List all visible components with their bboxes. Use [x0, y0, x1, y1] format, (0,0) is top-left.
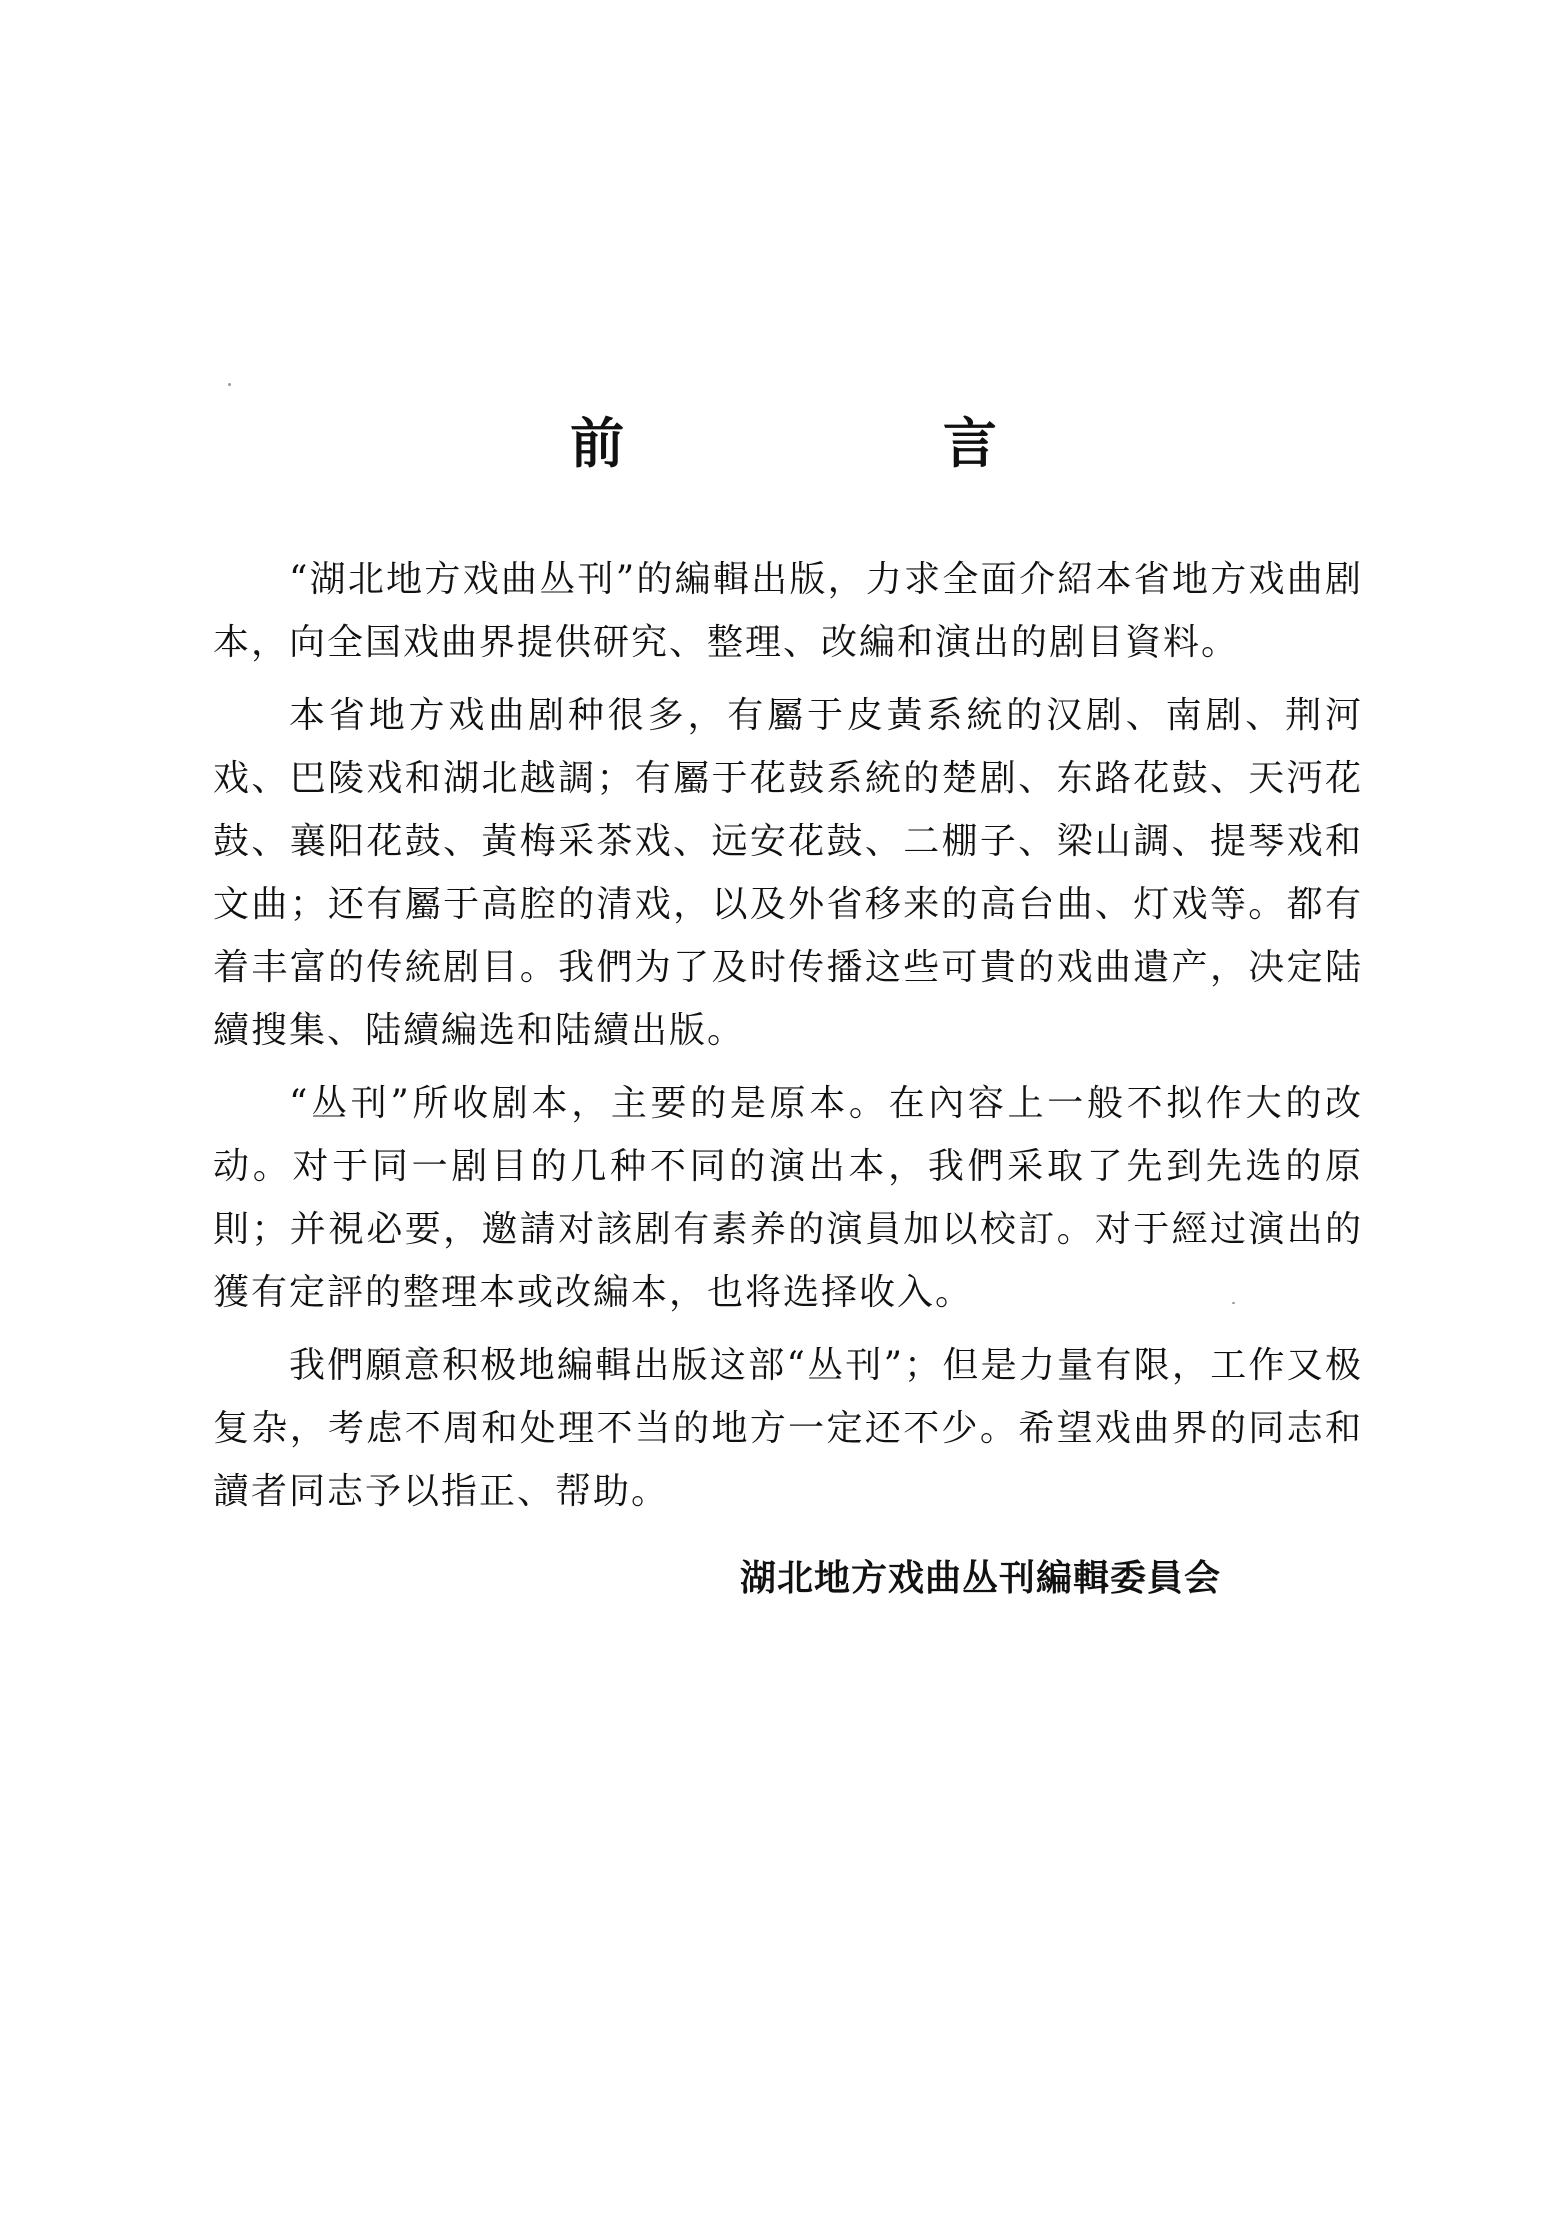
paragraph-4: 我們願意积极地編輯出版这部“丛刊”；但是力量有限，工作又极复杂，考虑不周和处理不当的地方一定还不少。希望戏曲界的同志和讀者同志予以指正、帮助。: [213, 1345, 1363, 1512]
signature: 湖北地方戏曲丛刊編輯委員会: [740, 1557, 1222, 1599]
scan-speck: [228, 383, 231, 386]
paragraph-1: “湖北地方戏曲丛刊”的編輯出版，力求全面介紹本省地方戏曲剧本，向全国戏曲界提供研究、整理、改編和演出的剧目資料。: [213, 559, 1363, 663]
paragraph-3: “丛刊”所收剧本，主要的是原本。在內容上一般不拟作大的改动。对于同一剧目的几种不同的演出本，我們采取了先到先选的原則；并視必要，邀請对該剧有素养的演員加以校訂。对于經过演出的獲有定評的整理本或改編本，也将选择收入。: [213, 1083, 1363, 1313]
preface-body: [213, 548, 1363, 1533]
page-title: 前 言: [570, 411, 1147, 475]
paragraph-2: 本省地方戏曲剧种很多，有屬于皮黃系統的汉剧、南剧、荆河戏、巴陵戏和湖北越調；有屬于花鼓系統的楚剧、东路花鼓、天沔花鼓、襄阳花鼓、黃梅采茶戏、远安花鼓、二棚子、梁山調、提琴戏和文曲；还有屬于高腔的清戏，以及外省移来的高台曲、灯戏等。都有着丰富的传統剧目。我們为了及时传播这些可貴的戏曲遺产，决定陆續搜集、陆續編选和陆續出版。: [213, 695, 1363, 1051]
